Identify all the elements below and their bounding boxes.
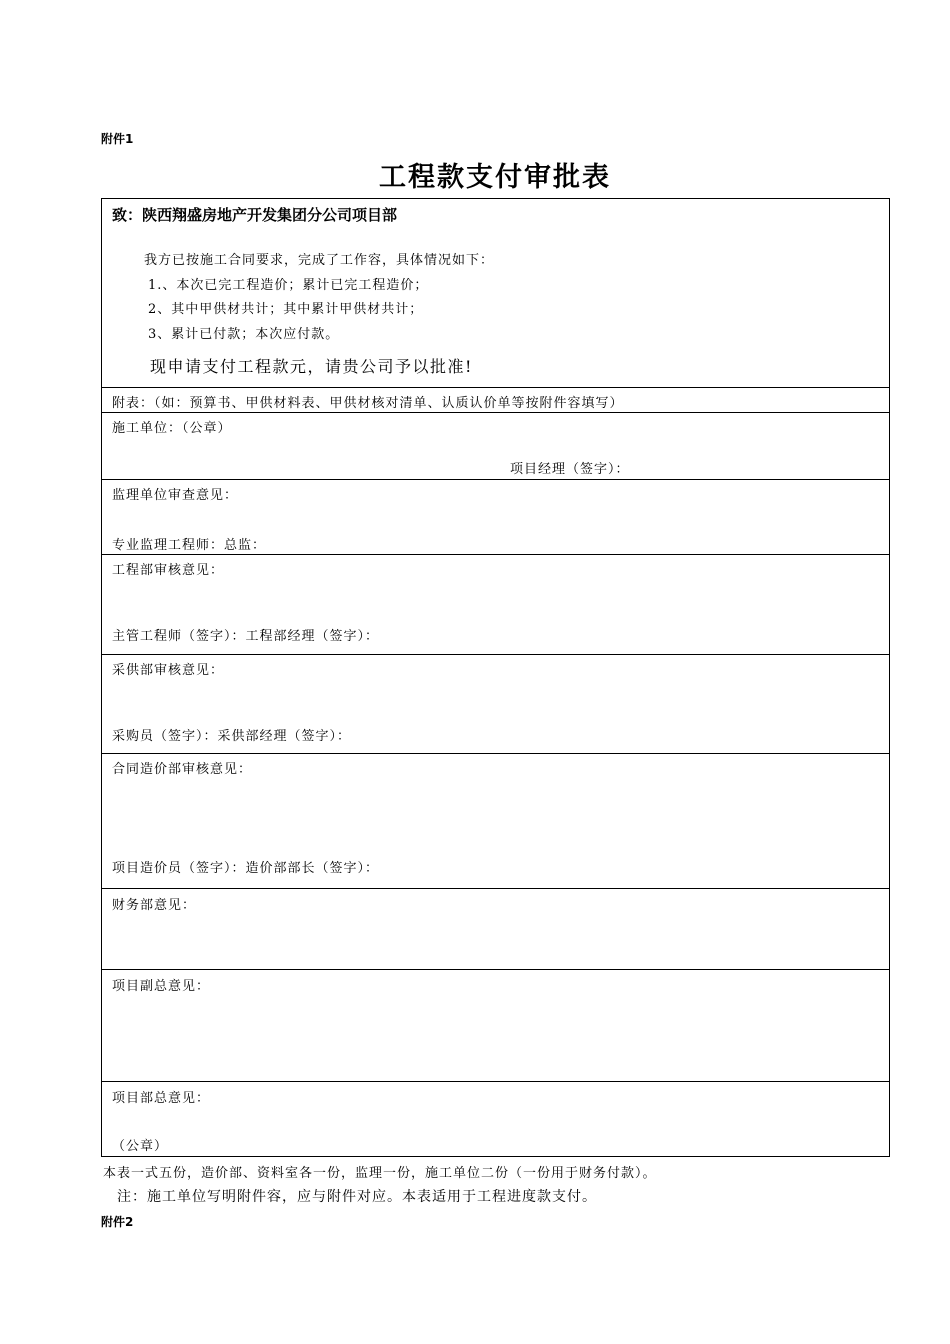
approval-form: [101, 198, 890, 1157]
divider: [102, 554, 889, 555]
official-seal: （公章）: [112, 1139, 169, 1154]
project-manager-signature: 项目经理（签字）：: [510, 462, 630, 477]
footnote-copies: 本表一式五份，造价部、资料室各一份，监理一份，施工单位二份（一份用于财务付款）。: [103, 1166, 657, 1181]
item-1: 1.、本次已完工程造价；累计已完工程造价；: [148, 278, 429, 293]
general-opinion: 项目部总意见：: [112, 1091, 211, 1106]
addressee: 致：陕西翔盛房地产开发集团分公司项目部: [112, 206, 398, 224]
engineering-signature: 主管工程师（签字）：工程部经理（签字）：: [112, 629, 380, 644]
divider: [102, 969, 889, 970]
attachment-1-label: 附件1: [101, 132, 134, 146]
engineering-opinion: 工程部审核意见：: [112, 563, 225, 578]
deputy-opinion: 项目副总意见：: [112, 979, 211, 994]
divider: [102, 479, 889, 480]
item-3: 3、累计已付款；本次应付款。: [148, 327, 340, 342]
divider: [102, 753, 889, 754]
procurement-signature: 采购员（签字）：采供部经理（签字）：: [112, 729, 352, 744]
divider: [102, 888, 889, 889]
cost-signature: 项目造价员（签字）：造价部部长（签字）：: [112, 861, 380, 876]
divider: [102, 387, 889, 388]
supervision-signature: 专业监理工程师：总监：: [112, 538, 267, 553]
page-title: 工程款支付审批表: [379, 162, 611, 193]
divider: [102, 412, 889, 413]
contractor-label: 施工单位：（公章）: [112, 421, 232, 436]
divider: [102, 1081, 889, 1082]
finance-opinion: 财务部意见：: [112, 898, 197, 913]
divider: [102, 654, 889, 655]
footnote-note: 注：施工单位写明附件容，应与附件对应。本表适用于工程进度款支付。: [117, 1189, 597, 1205]
payment-request: 现申请支付工程款元，请贵公司予以批准!: [150, 357, 473, 376]
procurement-opinion: 采供部审核意见：: [112, 663, 225, 678]
attachment-2-label: 附件2: [101, 1215, 134, 1229]
intro-text: 我方已按施工合同要求，完成了工作容，具体情况如下：: [144, 253, 495, 268]
attachments-note: 附表：（如：预算书、甲供材料表、甲供材核对清单、认质认价单等按附件容填写）: [112, 396, 624, 411]
item-2: 2、其中甲供材共计；其中累计甲供材共计；: [148, 302, 424, 317]
supervision-opinion: 监理单位审查意见：: [112, 488, 239, 503]
cost-opinion: 合同造价部审核意见：: [112, 762, 253, 777]
